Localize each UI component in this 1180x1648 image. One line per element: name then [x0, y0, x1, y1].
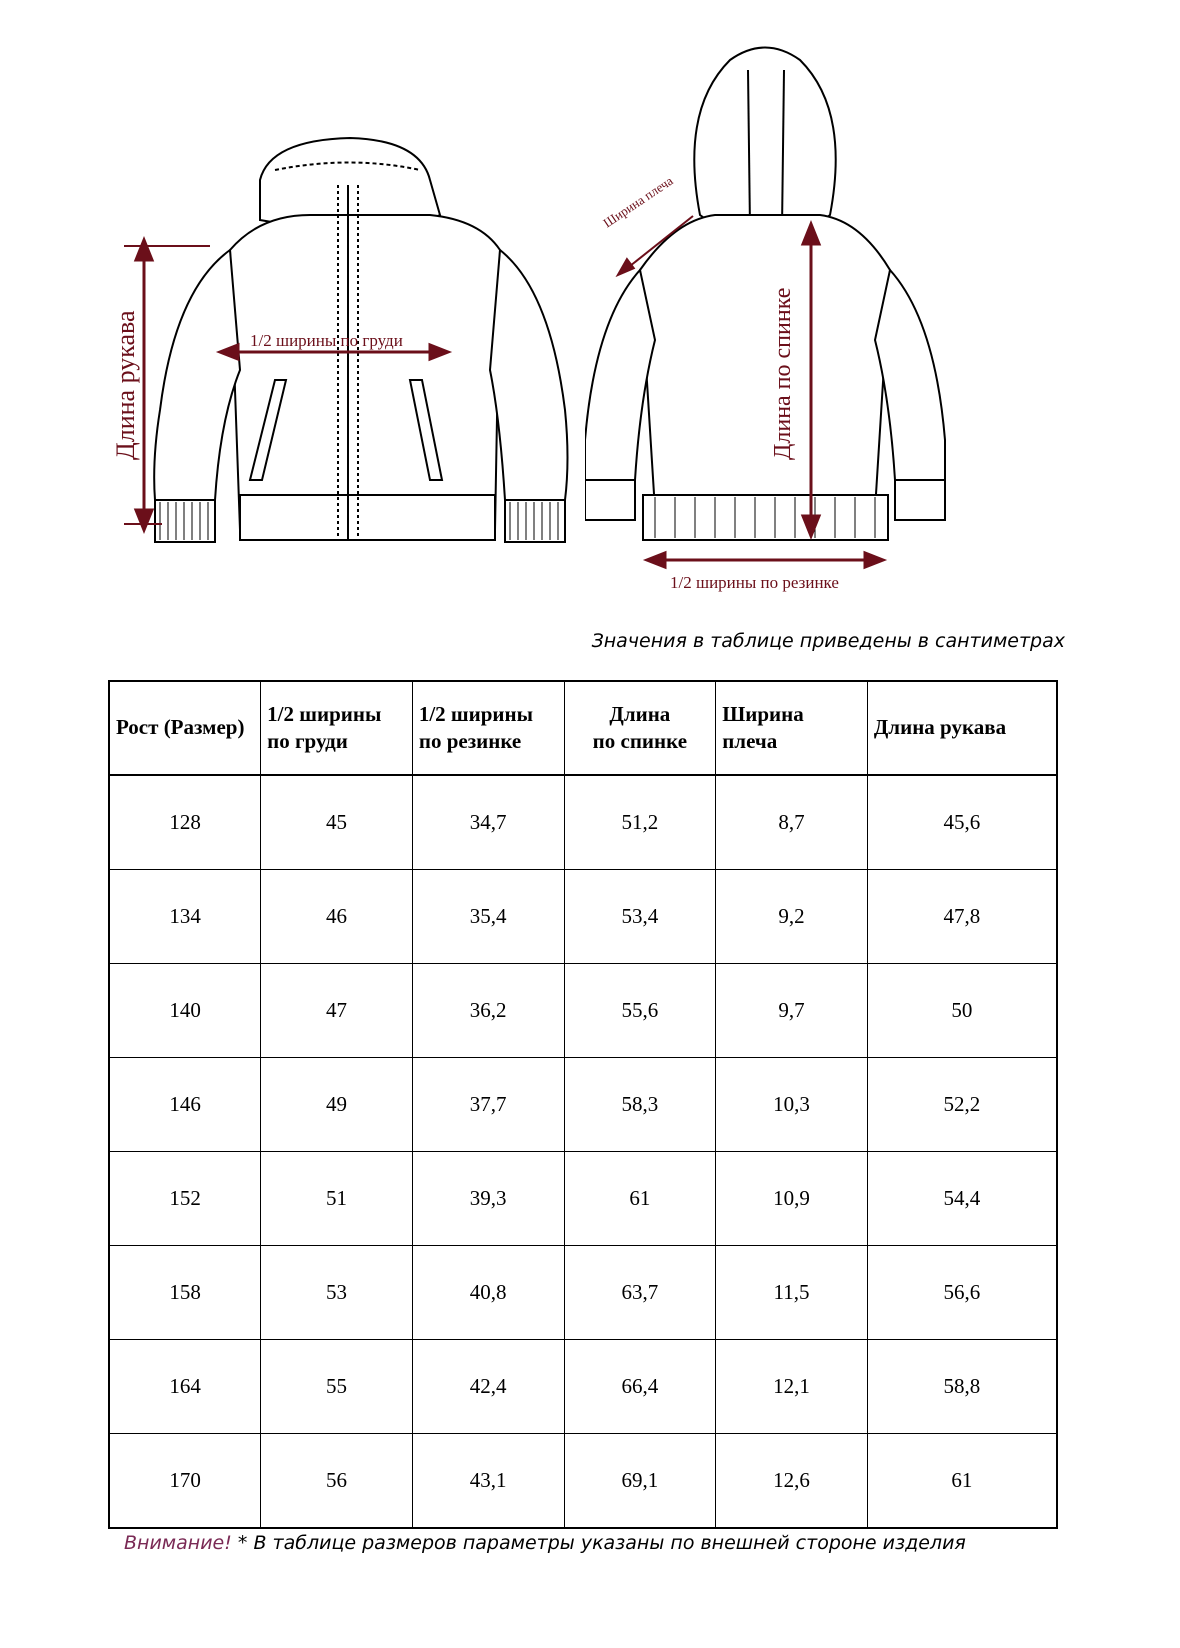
header-chest: 1/2 ширины по груди	[261, 681, 413, 775]
cell-rib: 39,3	[412, 1152, 564, 1246]
table-row	[109, 870, 1057, 964]
cell-chest: 53	[261, 1246, 413, 1340]
cell-rib: 40,8	[412, 1246, 564, 1340]
table-row	[109, 775, 1057, 870]
table-row	[109, 1340, 1057, 1434]
cell-shoulder: 12,6	[716, 1434, 868, 1529]
rib-width-label: 1/2 ширины по резинке	[670, 573, 839, 592]
cell-chest: 51	[261, 1152, 413, 1246]
cell-rib: 37,7	[412, 1058, 564, 1152]
cell-height: 128	[109, 775, 261, 870]
cell-shoulder: 8,7	[716, 775, 868, 870]
cell-rib: 43,1	[412, 1434, 564, 1529]
attention-note	[124, 1532, 966, 1554]
shoulder-width-label: Ширина плеча	[600, 172, 676, 231]
cell-sleeve: 61	[867, 1434, 1057, 1529]
cell-back-length: 58,3	[564, 1058, 716, 1152]
back-length-label: Длина по спинке	[770, 287, 796, 460]
cell-back-length: 61	[564, 1152, 716, 1246]
cell-chest: 55	[261, 1340, 413, 1434]
cell-height: 146	[109, 1058, 261, 1152]
header-sleeve: Длина рукава	[867, 681, 1057, 775]
attention-word: Внимание	[124, 1532, 225, 1554]
table-row	[109, 1434, 1057, 1529]
header-rib: 1/2 ширины по резинке	[412, 681, 564, 775]
sleeve-length-label: Длина рукава	[111, 310, 140, 460]
jacket-back-illustration	[585, 40, 1005, 610]
cell-sleeve: 56,6	[867, 1246, 1057, 1340]
cell-height: 164	[109, 1340, 261, 1434]
cell-shoulder: 11,5	[716, 1246, 868, 1340]
cell-chest: 46	[261, 870, 413, 964]
jacket-front-illustration	[100, 120, 570, 570]
attention-text: * В таблице размеров параметры указаны по внешней стороне изделия	[231, 1532, 966, 1554]
cell-back-length: 66,4	[564, 1340, 716, 1434]
units-note: Значения в таблице приведены в сантиметрах	[591, 630, 1065, 652]
cell-chest: 47	[261, 964, 413, 1058]
cell-sleeve: 50	[867, 964, 1057, 1058]
table-header-row	[109, 681, 1057, 775]
table-row	[109, 1246, 1057, 1340]
cell-rib: 34,7	[412, 775, 564, 870]
cell-back-length: 53,4	[564, 870, 716, 964]
header-shoulder: Ширина плеча	[716, 681, 868, 775]
cell-height: 158	[109, 1246, 261, 1340]
table-row	[109, 1058, 1057, 1152]
cell-sleeve: 52,2	[867, 1058, 1057, 1152]
cell-chest: 45	[261, 775, 413, 870]
cell-back-length: 63,7	[564, 1246, 716, 1340]
table-row	[109, 1152, 1057, 1246]
cell-sleeve: 54,4	[867, 1152, 1057, 1246]
chest-width-label: 1/2 ширины по груди	[250, 331, 403, 350]
cell-height: 152	[109, 1152, 261, 1246]
cell-height: 170	[109, 1434, 261, 1529]
cell-rib: 36,2	[412, 964, 564, 1058]
size-table	[108, 680, 1058, 1529]
cell-shoulder: 9,7	[716, 964, 868, 1058]
cell-shoulder: 10,3	[716, 1058, 868, 1152]
cell-height: 140	[109, 964, 261, 1058]
cell-back-length: 55,6	[564, 964, 716, 1058]
header-height: Рост (Размер)	[109, 681, 261, 775]
cell-shoulder: 9,2	[716, 870, 868, 964]
cell-sleeve: 45,6	[867, 775, 1057, 870]
cell-chest: 56	[261, 1434, 413, 1529]
cell-height: 134	[109, 870, 261, 964]
header-back-length: Длина по спинке	[564, 681, 716, 775]
cell-rib: 42,4	[412, 1340, 564, 1434]
attention-mark: !	[224, 1532, 232, 1554]
cell-sleeve: 47,8	[867, 870, 1057, 964]
cell-chest: 49	[261, 1058, 413, 1152]
cell-shoulder: 10,9	[716, 1152, 868, 1246]
table-row	[109, 964, 1057, 1058]
cell-sleeve: 58,8	[867, 1340, 1057, 1434]
cell-rib: 35,4	[412, 870, 564, 964]
cell-back-length: 51,2	[564, 775, 716, 870]
cell-back-length: 69,1	[564, 1434, 716, 1529]
cell-shoulder: 12,1	[716, 1340, 868, 1434]
